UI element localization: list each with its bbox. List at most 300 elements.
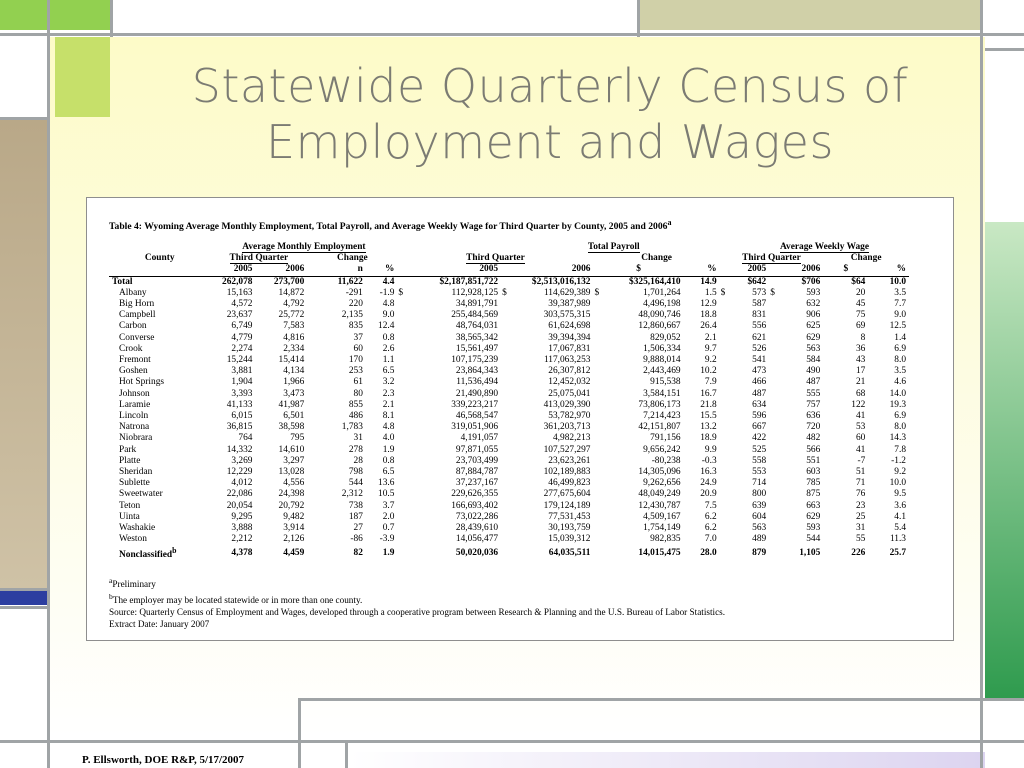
table-cell: 604 bbox=[752, 511, 767, 522]
table-cell: 7.9 bbox=[704, 377, 717, 388]
table-cell: 413,029,390 bbox=[543, 399, 591, 410]
header-row bbox=[109, 253, 909, 264]
table-cell bbox=[593, 534, 604, 545]
table-cell: 114,629,389 bbox=[543, 287, 591, 298]
table-cell bbox=[593, 456, 604, 467]
table-cell bbox=[397, 377, 408, 388]
table-cell: 1,904 bbox=[231, 377, 253, 388]
navy-tile bbox=[0, 590, 47, 605]
table-row bbox=[109, 467, 909, 478]
table-cell: 11,536,494 bbox=[456, 377, 499, 388]
table-cell: 629 bbox=[806, 332, 821, 343]
table-cell: 253 bbox=[348, 366, 363, 377]
table-cell: 6.2 bbox=[704, 523, 717, 534]
table-cell: 466 bbox=[752, 377, 767, 388]
table-cell bbox=[593, 445, 604, 456]
table-cell bbox=[720, 377, 731, 388]
table-cell bbox=[720, 333, 731, 344]
table-cell: 4,556 bbox=[283, 478, 305, 489]
frame-line bbox=[0, 740, 1024, 743]
table-cell: Uinta bbox=[119, 511, 140, 522]
table-cell bbox=[593, 366, 604, 377]
table-cell bbox=[397, 389, 408, 400]
table-cell: 4,792 bbox=[283, 299, 305, 310]
table-cell: 791,156 bbox=[650, 433, 681, 444]
table-cell: 3.6 bbox=[894, 500, 906, 511]
table-cell: 3,269 bbox=[231, 455, 253, 466]
table-cell: -291 bbox=[345, 287, 363, 298]
table-cell bbox=[397, 355, 408, 366]
table-cell: 544 bbox=[806, 534, 821, 545]
table-cell: 15,039,312 bbox=[548, 534, 591, 545]
table-cell: 28 bbox=[353, 455, 363, 466]
table-cell: 6,749 bbox=[231, 321, 253, 332]
table-cell: 9,656,242 bbox=[643, 444, 681, 455]
table-cell bbox=[593, 489, 604, 500]
table-cell bbox=[397, 400, 408, 411]
table-cell: Carbon bbox=[119, 321, 147, 332]
table-cell: 7.8 bbox=[894, 444, 906, 455]
table-cell: 25 bbox=[855, 511, 866, 522]
table-cell bbox=[769, 467, 780, 478]
table-cell: 798 bbox=[348, 467, 363, 478]
table-cell: 3,473 bbox=[283, 388, 305, 399]
table-cell: $706 bbox=[769, 276, 823, 288]
table-cell: 482 bbox=[806, 433, 821, 444]
table-cell: 14.0 bbox=[889, 388, 906, 399]
table-cell: 15,163 bbox=[226, 287, 253, 298]
table-cell: 23,703,499 bbox=[455, 455, 499, 466]
table-cell: 2.6 bbox=[382, 343, 395, 354]
table-cell: 46,568,547 bbox=[455, 411, 499, 422]
table-cell: Albany bbox=[119, 287, 147, 298]
table-cell bbox=[720, 321, 731, 332]
table-cell bbox=[501, 389, 512, 400]
table-cell: 31 bbox=[353, 433, 363, 444]
table-cell bbox=[769, 489, 780, 500]
table-cell: 14,015,475 bbox=[638, 548, 681, 559]
table-cell: 24,398 bbox=[278, 489, 305, 500]
table-cell: $ bbox=[770, 287, 775, 298]
table-cell: 12,860,667 bbox=[638, 321, 681, 332]
table-cell: 4.1 bbox=[894, 511, 906, 522]
table-cell: 0.7 bbox=[382, 523, 395, 534]
table-cell: 53 bbox=[855, 422, 866, 433]
table-cell: 800 bbox=[752, 489, 767, 500]
table-cell: 226 bbox=[851, 548, 866, 559]
table-cell: -0.3 bbox=[701, 455, 717, 466]
table-row bbox=[109, 478, 909, 489]
table-cell: 36 bbox=[855, 343, 866, 354]
table-cell: 486 bbox=[348, 411, 363, 422]
table-cell bbox=[769, 422, 780, 433]
table-row bbox=[109, 456, 909, 467]
table-cell: 2,334 bbox=[283, 343, 305, 354]
table-cell: 80 bbox=[353, 388, 363, 399]
table-cell: 170 bbox=[348, 355, 363, 366]
table-row bbox=[109, 366, 909, 377]
table-cell bbox=[501, 478, 512, 489]
table-caption: Table 4: Wyoming Average Monthly Employment, Total Payroll, and Average Weekly Wage for Third Quarter by County, 2005 and 2006$^a$ bbox=[109, 218, 672, 233]
table-cell bbox=[397, 366, 408, 377]
table-cell: 473 bbox=[752, 366, 767, 377]
table-cell: 1.4 bbox=[894, 332, 906, 343]
table-cell: 303,575,315 bbox=[543, 310, 591, 321]
table-cell: 544 bbox=[348, 478, 363, 489]
table-cell bbox=[397, 321, 408, 332]
table-cell: 4.8 bbox=[382, 299, 395, 310]
frame-line bbox=[0, 33, 1024, 36]
emp-tq-header: Third Quarter bbox=[229, 253, 289, 264]
table-cell bbox=[769, 534, 780, 545]
table-row bbox=[109, 433, 909, 444]
note-preliminary: $^a$Preliminary bbox=[109, 576, 156, 590]
table-cell: 563 bbox=[752, 523, 767, 534]
table-cell bbox=[397, 445, 408, 456]
table-cell: 558 bbox=[752, 455, 767, 466]
table-cell: 37,237,167 bbox=[455, 478, 499, 489]
table-cell: Johnson bbox=[119, 388, 150, 399]
table-cell bbox=[397, 489, 408, 500]
table-cell: 2,443,469 bbox=[643, 366, 681, 377]
table-cell bbox=[769, 433, 780, 444]
table-cell: 2,274 bbox=[231, 343, 253, 354]
table-cell: 1,701,264 bbox=[643, 287, 681, 298]
table-cell bbox=[501, 445, 512, 456]
slide-footer: P. Ellsworth, DOE R&P, 5/17/2007 bbox=[82, 754, 245, 766]
table-cell bbox=[501, 355, 512, 366]
table-cell: 16.3 bbox=[700, 467, 717, 478]
table-cell: 6.5 bbox=[382, 366, 395, 377]
table-cell bbox=[593, 377, 604, 388]
table-cell: Teton bbox=[119, 500, 141, 511]
table-cell: 7.5 bbox=[704, 500, 717, 511]
table-cell: 339,223,217 bbox=[451, 399, 499, 410]
table-cell: 3.2 bbox=[382, 377, 395, 388]
table-cell bbox=[501, 377, 512, 388]
table-cell: 906 bbox=[806, 310, 821, 321]
table-cell bbox=[720, 344, 731, 355]
table-cell: Hot Springs bbox=[119, 377, 165, 388]
table-cell bbox=[501, 489, 512, 500]
table-cell: 596 bbox=[752, 411, 767, 422]
table-row bbox=[109, 523, 909, 534]
table-cell: 34,891,791 bbox=[455, 299, 499, 310]
dollar-header: $ bbox=[636, 264, 641, 275]
table-cell: 64,035,511 bbox=[548, 548, 591, 559]
table-cell bbox=[501, 433, 512, 444]
table-cell: 15,561,497 bbox=[455, 343, 499, 354]
table-cell: Platte bbox=[119, 455, 141, 466]
table-cell bbox=[593, 355, 604, 366]
table-cell: 9,482 bbox=[283, 511, 305, 522]
table-cell: 255,484,569 bbox=[451, 310, 499, 321]
table-cell bbox=[397, 501, 408, 512]
table-cell: 25,772 bbox=[278, 310, 305, 321]
table-row bbox=[109, 389, 909, 400]
table-cell bbox=[501, 411, 512, 422]
table-cell: 4.6 bbox=[894, 377, 906, 388]
table-cell: $64 bbox=[823, 276, 868, 288]
slide-title-line1: Statewide Quarterly Census of bbox=[191, 59, 909, 113]
table-cell: 43 bbox=[855, 355, 866, 366]
table-cell: 6.9 bbox=[894, 343, 906, 354]
table-cell: Park bbox=[119, 444, 137, 455]
table-cell: 107,527,297 bbox=[543, 444, 591, 455]
table-cell: 3.5 bbox=[894, 287, 906, 298]
table-cell: 22,086 bbox=[226, 489, 253, 500]
table-cell: 39,387,989 bbox=[548, 299, 591, 310]
table-cell bbox=[501, 366, 512, 377]
table-cell: Sublette bbox=[119, 478, 150, 489]
table-cell: 6.2 bbox=[704, 511, 717, 522]
table-cell: 31 bbox=[855, 523, 866, 534]
table-cell: 14.3 bbox=[889, 433, 906, 444]
table-cell: 42,151,807 bbox=[638, 422, 681, 433]
table-cell bbox=[769, 389, 780, 400]
table-cell bbox=[593, 512, 604, 523]
table-cell: 11,622 bbox=[307, 276, 366, 288]
nonclassified-footnote-marker: b bbox=[172, 546, 177, 556]
payroll-tq-header: Third Quarter bbox=[466, 253, 525, 264]
table-cell: 9.2 bbox=[894, 467, 906, 478]
table-cell: 15,414 bbox=[278, 355, 305, 366]
table-cell bbox=[769, 344, 780, 355]
table-cell: 1,966 bbox=[283, 377, 305, 388]
table-cell: 487 bbox=[806, 377, 821, 388]
table-cell bbox=[593, 389, 604, 400]
table-cell bbox=[720, 523, 731, 534]
table-cell: Niobrara bbox=[119, 433, 153, 444]
table-cell: 15,244 bbox=[226, 355, 253, 366]
table-cell bbox=[769, 545, 780, 561]
table-row bbox=[109, 288, 909, 299]
table-row bbox=[109, 501, 909, 512]
table-cell bbox=[501, 456, 512, 467]
table-cell: $ bbox=[502, 287, 507, 298]
table-cell: 55 bbox=[855, 534, 866, 545]
table-cell bbox=[720, 433, 731, 444]
table-cell: 60 bbox=[855, 433, 866, 444]
table-cell bbox=[593, 523, 604, 534]
table-cell: 13.6 bbox=[378, 478, 395, 489]
table-cell: $325,164,410 bbox=[593, 276, 683, 288]
table-cell bbox=[397, 545, 408, 561]
table-cell: 12,430,787 bbox=[638, 500, 681, 511]
table-cell: 855 bbox=[348, 399, 363, 410]
frame-line bbox=[345, 740, 348, 768]
table-cell: 835 bbox=[348, 321, 363, 332]
table-cell bbox=[720, 389, 731, 400]
table-cell: 166,693,402 bbox=[451, 500, 499, 511]
table-cell: 629 bbox=[806, 511, 821, 522]
table-cell: 8.1 bbox=[382, 411, 395, 422]
table-cell: 9.9 bbox=[704, 444, 717, 455]
table-cell: 3,393 bbox=[231, 388, 253, 399]
table-cell: $ bbox=[594, 287, 600, 298]
table-cell bbox=[720, 366, 731, 377]
table-cell: 179,124,189 bbox=[543, 500, 591, 511]
table-cell: 82 bbox=[353, 548, 363, 559]
table-cell: 587 bbox=[752, 299, 767, 310]
table-cell: 714 bbox=[752, 478, 767, 489]
wage-tq-header: Third Quarter bbox=[742, 253, 801, 264]
table-cell: 75 bbox=[855, 310, 866, 321]
table-cell bbox=[769, 478, 780, 489]
n-header: n bbox=[357, 264, 363, 275]
table-cell: 9,888,014 bbox=[643, 355, 681, 366]
table-cell: 13.2 bbox=[700, 422, 717, 433]
table-cell: 48,049,249 bbox=[638, 489, 681, 500]
table-row bbox=[109, 321, 909, 332]
table-row bbox=[109, 377, 909, 388]
table-cell: 636 bbox=[806, 411, 821, 422]
table-cell: 76 bbox=[855, 489, 866, 500]
table-cell: 319,051,906 bbox=[451, 422, 499, 433]
table-cell: 20.9 bbox=[700, 489, 717, 500]
table-cell: 27 bbox=[353, 523, 363, 534]
table-cell bbox=[593, 333, 604, 344]
table-cell bbox=[720, 310, 731, 321]
table-cell: 663 bbox=[806, 500, 821, 511]
table-cell: 3.7 bbox=[382, 500, 395, 511]
table-cell: 14,610 bbox=[278, 444, 305, 455]
table-figure bbox=[86, 197, 954, 641]
table-cell bbox=[593, 467, 604, 478]
table-cell: Washakie bbox=[119, 523, 156, 534]
table-cell: 785 bbox=[806, 478, 821, 489]
table-cell: 603 bbox=[806, 467, 821, 478]
year-header: 2006 bbox=[285, 264, 305, 275]
wage-group-header: Average Weekly Wage bbox=[779, 242, 869, 252]
table-cell: 41,987 bbox=[278, 399, 305, 410]
table-cell bbox=[593, 501, 604, 512]
green-tile bbox=[0, 0, 110, 30]
table-cell: 764 bbox=[238, 433, 253, 444]
table-cell: 26.4 bbox=[700, 321, 717, 332]
table-cell: 541 bbox=[752, 355, 767, 366]
year-header: 2005 bbox=[479, 264, 499, 275]
table-cell: 757 bbox=[806, 399, 821, 410]
note-employer: $^b$The employer may be located statewide or in more than one county. bbox=[109, 591, 363, 605]
table-cell: 21,490,890 bbox=[455, 388, 499, 399]
table-cell: $ bbox=[398, 287, 404, 298]
table-cell: 46,499,823 bbox=[548, 478, 591, 489]
table-cell: 4,459 bbox=[283, 548, 305, 559]
table-cell: 2.0 bbox=[382, 511, 395, 522]
table-cell: 1,783 bbox=[341, 422, 363, 433]
table-cell: 38,565,342 bbox=[455, 332, 499, 343]
table-row bbox=[109, 344, 909, 355]
table-cell: 563 bbox=[806, 343, 821, 354]
table-cell: Nonclassified$^b$ bbox=[119, 546, 177, 561]
table-row bbox=[109, 489, 909, 500]
table-cell: Sheridan bbox=[119, 467, 153, 478]
table-cell: 8 bbox=[860, 332, 866, 343]
table-cell: -7 bbox=[857, 455, 866, 466]
table-cell: 273,700 bbox=[255, 276, 307, 288]
table-cell: 229,626,355 bbox=[451, 489, 499, 500]
tan-tile bbox=[0, 120, 47, 590]
table-cell: 4,509,167 bbox=[643, 511, 681, 522]
table-cell: 4,572 bbox=[231, 299, 253, 310]
table-cell: 23,864,343 bbox=[455, 366, 499, 377]
table-cell: Fremont bbox=[119, 355, 151, 366]
table-cell: 112,928,125 bbox=[451, 287, 499, 298]
table-cell: 12.4 bbox=[378, 321, 395, 332]
table-cell: 97,871,055 bbox=[455, 444, 499, 455]
table-cell: 566 bbox=[806, 444, 821, 455]
table-cell bbox=[593, 411, 604, 422]
table-cell: 50,020,036 bbox=[455, 548, 499, 559]
table-cell bbox=[501, 321, 512, 332]
table-cell: 39,394,394 bbox=[548, 332, 591, 343]
table-cell: Big Horn bbox=[119, 299, 155, 310]
table-cell: Goshen bbox=[119, 366, 148, 377]
note-extract-date: Extract Date: January 2007 bbox=[109, 618, 210, 629]
table-cell bbox=[397, 523, 408, 534]
table-cell bbox=[720, 445, 731, 456]
table-cell bbox=[501, 344, 512, 355]
table-cell: 8.0 bbox=[894, 422, 906, 433]
table-cell: 41 bbox=[855, 444, 866, 455]
table-cell bbox=[397, 456, 408, 467]
table-cell bbox=[769, 411, 780, 422]
year-header: 2006 bbox=[571, 264, 591, 275]
table-cell bbox=[501, 310, 512, 321]
table-cell: 9.0 bbox=[894, 310, 906, 321]
table-cell: 1.1 bbox=[382, 355, 395, 366]
table-cell bbox=[397, 467, 408, 478]
table-cell: 77,531,453 bbox=[548, 511, 591, 522]
table-cell: 526 bbox=[752, 343, 767, 354]
table-cell bbox=[769, 321, 780, 332]
year-header: 2005 bbox=[233, 264, 253, 275]
table-cell: 7.7 bbox=[894, 299, 906, 310]
table-cell bbox=[720, 545, 731, 561]
table-cell bbox=[720, 400, 731, 411]
table-cell: 879 bbox=[752, 548, 767, 559]
table-cell bbox=[593, 478, 604, 489]
table-cell: -86 bbox=[350, 534, 363, 545]
table-cell: 915,538 bbox=[650, 377, 681, 388]
table-cell: 61 bbox=[353, 377, 363, 388]
table-cell: 4,779 bbox=[231, 332, 253, 343]
table-cell: 829,052 bbox=[650, 332, 681, 343]
table-cell bbox=[593, 321, 604, 332]
table-cell bbox=[593, 433, 604, 444]
county-header: County bbox=[144, 253, 175, 264]
table-cell: 48,090,746 bbox=[638, 310, 681, 321]
green-gradient-tile bbox=[985, 222, 1024, 698]
table-cell: 10.5 bbox=[378, 489, 395, 500]
note-source: Source: Quarterly Census of Employment and Wages, developed through a cooperative program between Research & Planning and the U.S. Bureau of Labor Statistics. bbox=[109, 606, 726, 617]
table-cell: 4,982,213 bbox=[552, 433, 591, 444]
table-cell: Weston bbox=[119, 534, 147, 545]
table-cell: Natrona bbox=[119, 422, 150, 433]
table-cell bbox=[769, 366, 780, 377]
year-header: 2005 bbox=[747, 264, 767, 275]
table-cell bbox=[720, 512, 731, 523]
table-cell: 13,028 bbox=[278, 467, 305, 478]
table-cell: 21 bbox=[855, 377, 866, 388]
table-cell: 14,305,096 bbox=[638, 467, 681, 478]
table-cell: 48,764,031 bbox=[455, 321, 499, 332]
pct-header: % bbox=[896, 264, 906, 275]
table-cell bbox=[720, 467, 731, 478]
table-cell: 20,792 bbox=[278, 500, 305, 511]
dollar-header: $ bbox=[843, 264, 849, 275]
